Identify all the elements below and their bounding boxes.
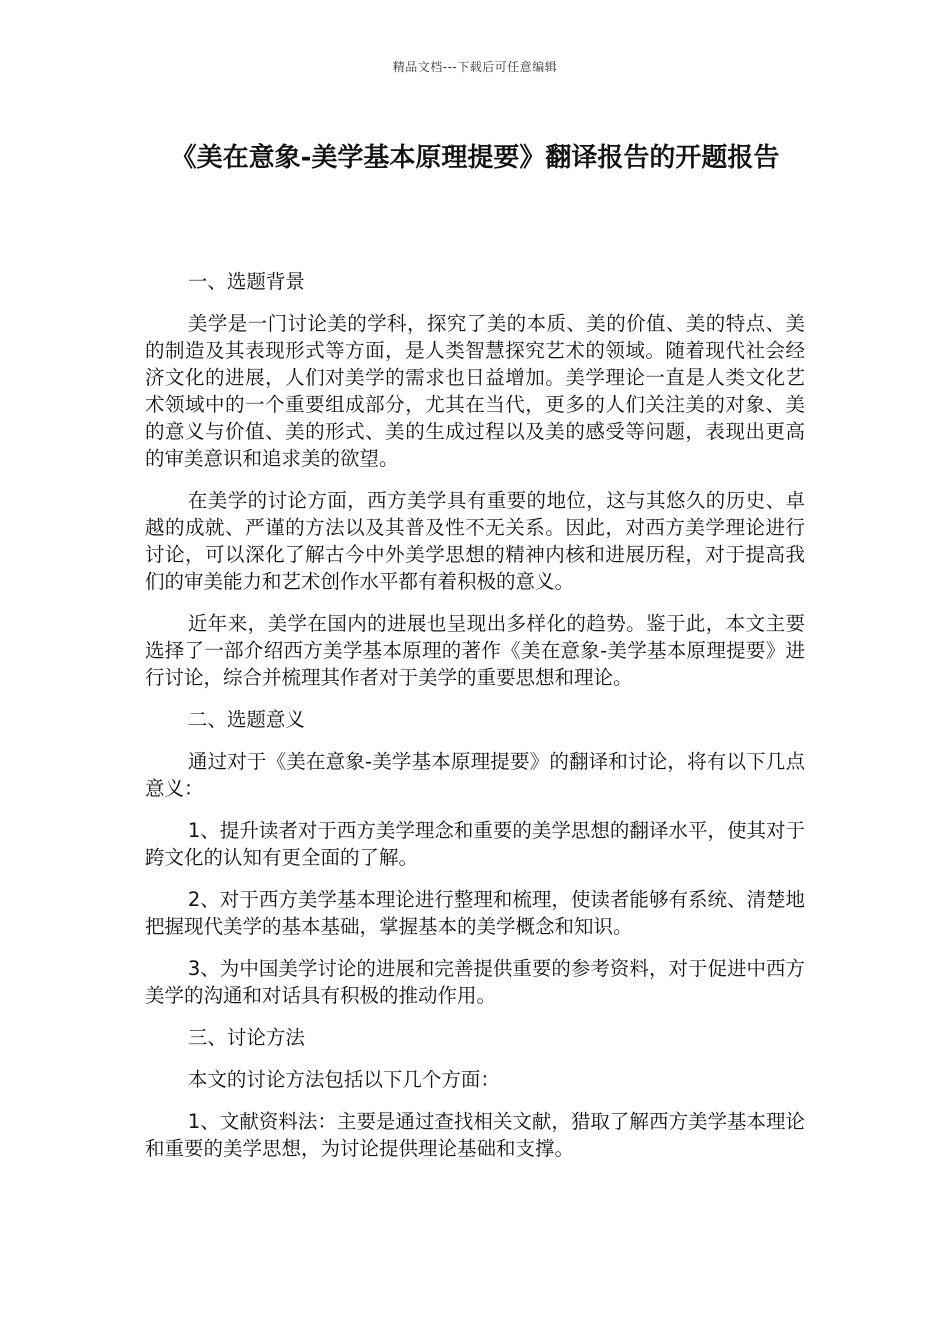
header-note: 精品文档---下载后可任意编辑 bbox=[392, 60, 558, 74]
document-title: 《美在意象-美学基本原理提要》翻译报告的开题报告 bbox=[170, 143, 780, 173]
list-item: 3、为中国美学讨论的进展和完善提供重要的参考资料，对于促进中西方美学的沟通和对话具有积极的推动作用。 bbox=[145, 957, 805, 1007]
list-item: 2、对于西方美学基本理论进行整理和梳理，使读者能够有系统、清楚地把握现代美学的基本基础，掌握基本的美学概念和知识。 bbox=[145, 888, 805, 938]
section-heading-methods: 三、讨论方法 bbox=[187, 1026, 305, 1049]
document-body bbox=[145, 268, 805, 1177]
list-item: 1、文献资料法：主要是通过查找相关文献，猎取了解西方美学基本理论和重要的美学思想，为讨论提供理论基础和支撑。 bbox=[145, 1110, 805, 1160]
paragraph: 近年来，美学在国内的进展也呈现出多样化的趋势。鉴于此，本文主要选择了一部介绍西方美学基本原理的著作《美在意象-美学基本原理提要》进行讨论，综合并梳理其作者对于美学的重要思想和理论。 bbox=[145, 612, 805, 689]
list-item: 1、提升读者对于西方美学理念和重要的美学思想的翻译水平，使其对于跨文化的认知有更全面的了解。 bbox=[145, 819, 805, 869]
paragraph: 美学是一门讨论美的学科，探究了美的本质、美的价值、美的特点、美的制造及其表现形式等方面，是人类智慧探究艺术的领域。随着现代社会经济文化的进展，人们对美学的需求也日益增加。美学理论一直是人类文化艺术领域中的一个重要组成部分，尤其在当代，更多的人们关注美的对象、美的意义与价值、美的形式、美的生成过程以及美的感受等问题，表现出更高的审美意识和追求美的欲望。 bbox=[145, 312, 805, 470]
paragraph: 在美学的讨论方面，西方美学具有重要的地位，这与其悠久的历史、卓越的成就、严谨的方法以及其普及性不无关系。因此，对西方美学理论进行讨论，可以深化了解古今中外美学思想的精神内核和进展历程，对于提高我们的审美能力和艺术创作水平都有着积极的意义。 bbox=[145, 489, 805, 593]
section-heading-background: 一、选题背景 bbox=[187, 270, 305, 293]
paragraph: 本文的讨论方法包括以下几个方面： bbox=[187, 1068, 500, 1091]
paragraph: 通过对于《美在意象-美学基本原理提要》的翻译和讨论，将有以下几点意义： bbox=[145, 750, 805, 800]
section-heading-significance: 二、选题意义 bbox=[187, 708, 305, 731]
